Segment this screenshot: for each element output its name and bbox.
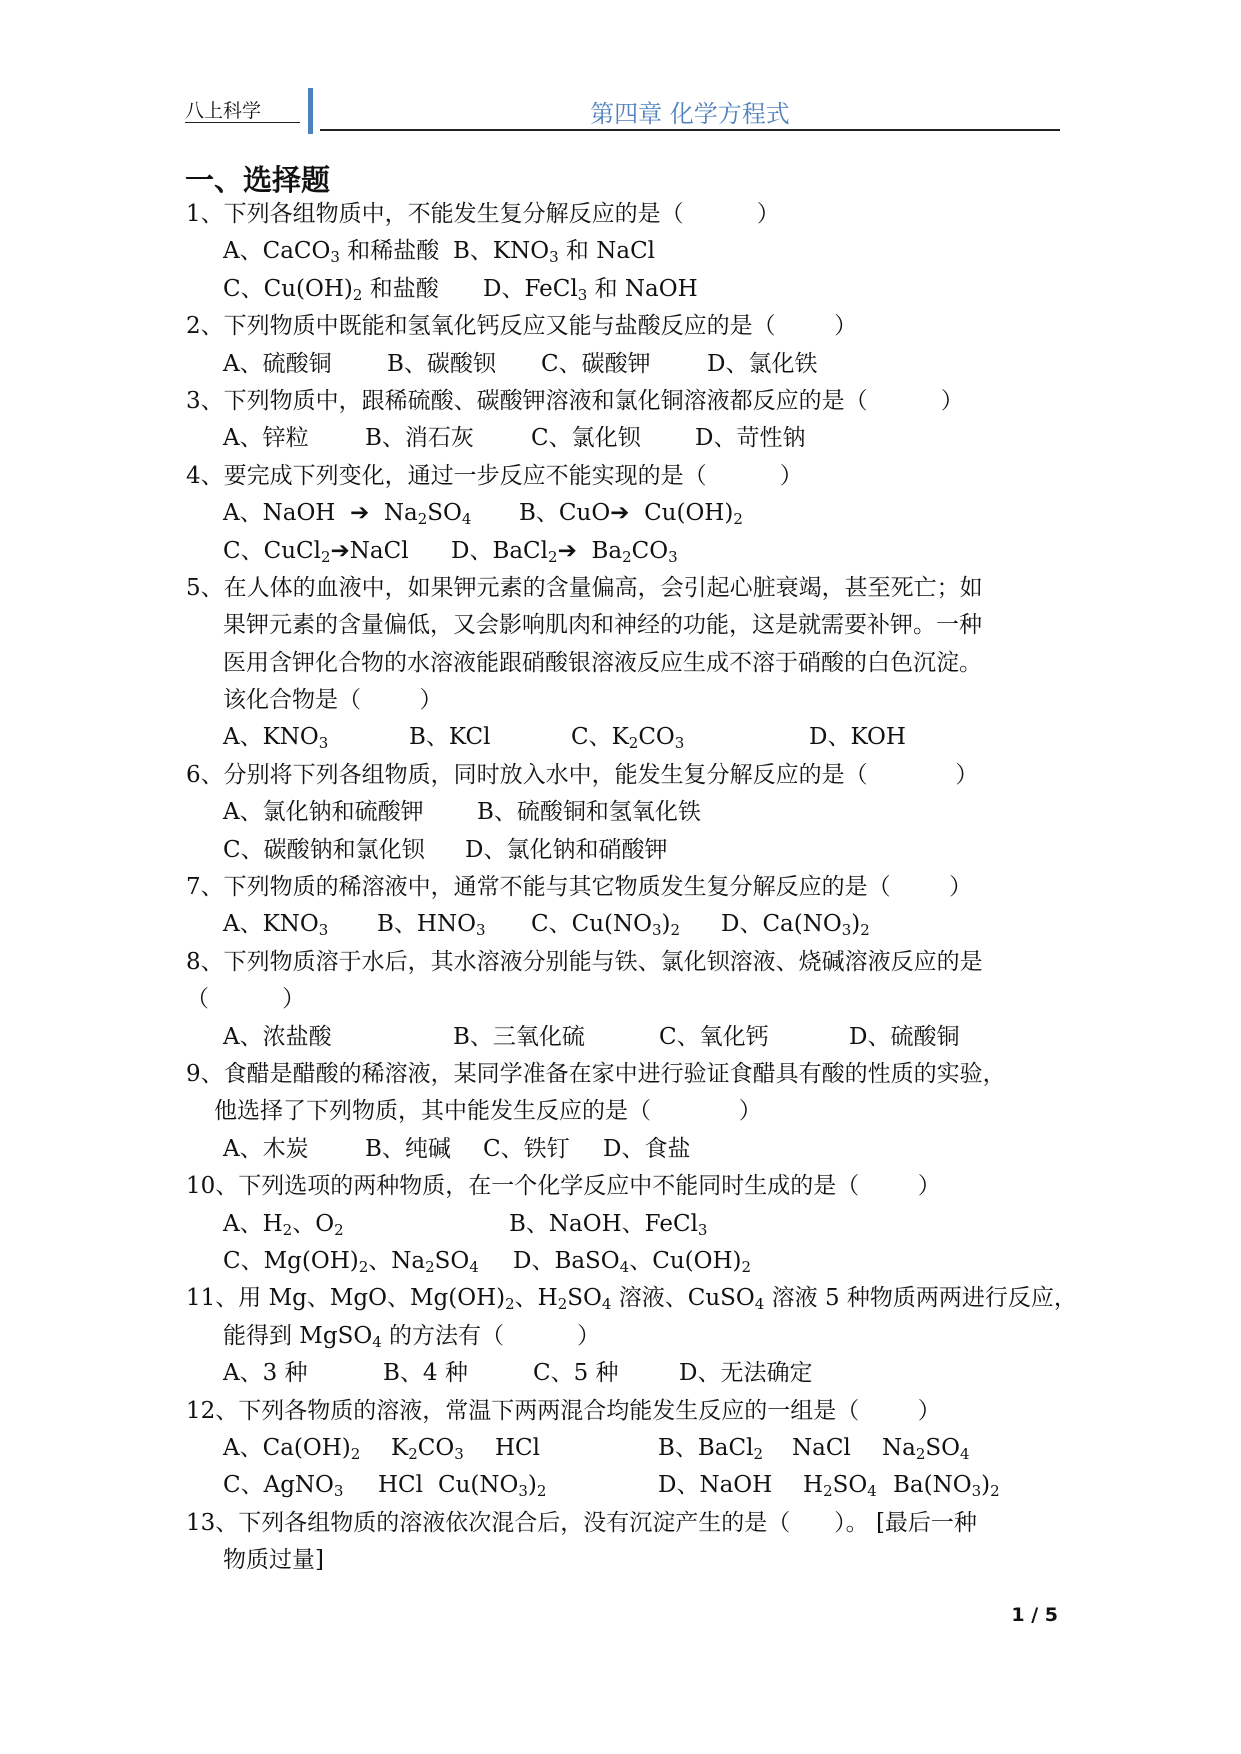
- option-choice: A、3 种: [223, 1360, 308, 1387]
- option-choice: A、木炭: [223, 1135, 309, 1162]
- section-title: 一、选择题: [185, 163, 331, 197]
- option-choice: C、$Mg(OH)_2$、$Na_2SO_4$: [223, 1247, 479, 1276]
- subscript: 3: [318, 734, 329, 753]
- options-line: [186, 1206, 1066, 1243]
- subscript: 2: [548, 547, 558, 566]
- option-choice: A、氯化钠和硫酸钾: [223, 799, 424, 826]
- subscript: 2: [753, 1444, 764, 1463]
- option-choice: D、BaCl$_2$➔ $Ba_2CO_3$: [451, 537, 678, 566]
- header-left-rule: [185, 122, 300, 123]
- options-line: [186, 1243, 1066, 1280]
- option-choice: C、氯化钡: [531, 425, 641, 452]
- question-line: 13、下列各组物质的溶液依次混合后，没有沉淀产生的是（ ）。 [最后一种: [186, 1509, 977, 1536]
- option-choice: NaCl: [792, 1434, 851, 1461]
- options-line: [186, 1019, 1066, 1056]
- options-line: [186, 495, 1066, 532]
- option-choice: $H_2SO_4$: [803, 1472, 877, 1501]
- subscript: 2: [860, 921, 870, 940]
- subscript: 2: [282, 1220, 293, 1239]
- subscript: 2: [417, 510, 428, 529]
- option-choice: A、锌粒: [223, 425, 309, 452]
- question-continuation: 医用含钾化合物的水溶液能跟硝酸银溶液反应生成不溶于硝酸的白色沉淀。: [223, 649, 982, 676]
- question-line: 7、下列物质的稀溶液中，通常不能与其它物质发生复分解反应的是（ ）: [186, 874, 973, 901]
- subscript: 2: [628, 734, 639, 753]
- option-choice: D、硫酸铜: [849, 1023, 960, 1050]
- subscript: 3: [668, 547, 678, 566]
- option-choice: $K_2CO_3$: [391, 1434, 464, 1463]
- subscript: 4: [867, 1482, 877, 1501]
- subscript: 4: [619, 1257, 630, 1276]
- option-choice: B、$KNO_3$ 和 NaCl: [453, 238, 656, 267]
- option-choice: B、NaOH、FeCl$_3$: [509, 1210, 708, 1239]
- option-choice: B、BaCl$_2$: [658, 1434, 764, 1463]
- page-number: 1 / 5: [1011, 1604, 1058, 1626]
- option-choice: B、纯碱: [365, 1135, 451, 1162]
- subscript: 2: [350, 1444, 361, 1463]
- subscript: 3: [454, 1444, 464, 1463]
- options-line: [186, 346, 1066, 383]
- option-choice: B、消石灰: [365, 425, 474, 452]
- options-line: [186, 533, 1066, 570]
- header-accent-bar: [308, 88, 313, 134]
- question-continuation: 物质过量]: [223, 1547, 324, 1574]
- option-choice: D、KOH: [809, 724, 906, 751]
- subscript: 2: [915, 1444, 926, 1463]
- question-continuation: 他选择了下列物质，其中能发生反应的是（ ）: [214, 1098, 762, 1125]
- question-continuation: 该化合物是（ ）: [223, 687, 443, 714]
- subscript: 2: [741, 1257, 752, 1276]
- option-choice: A、硫酸铜: [223, 350, 332, 377]
- options-line: [186, 1467, 1066, 1504]
- question-line: 3、下列物质中，跟稀硫酸、碳酸钾溶液和氯化铜溶液都反应的是（ ）: [186, 387, 964, 414]
- question-line: 6、分别将下列各组物质，同时放入水中，能发生复分解反应的是（ ）: [186, 761, 979, 788]
- question-line: 12、下列各物质的溶液，常温下两两混合均能发生反应的一组是（ ）: [186, 1397, 941, 1424]
- subscript: 2: [352, 285, 363, 304]
- option-choice: HCl: [495, 1434, 541, 1461]
- option-choice: D、无法确定: [679, 1360, 813, 1387]
- subscript: 2: [990, 1482, 1000, 1501]
- option-choice: C、$Cu(OH)_2$ 和盐酸: [223, 275, 439, 304]
- subscript: 2: [334, 1220, 344, 1239]
- subscript: 3: [651, 921, 662, 940]
- option-choice: D、BaSO$_4$、$Cu(OH)_2$: [513, 1247, 752, 1276]
- header-subject: 八上科学: [185, 100, 262, 122]
- option-choice: D、氯化钠和硝酸钾: [465, 836, 668, 863]
- subscript: 3: [333, 1482, 344, 1501]
- options-line: [186, 1131, 1066, 1168]
- subscript: 2: [557, 1295, 568, 1314]
- question-continuation: 果钾元素的含量偏低，又会影响肌肉和神经的功能，这是就需要补钾。一种: [223, 612, 982, 639]
- option-choice: C、$Cu(NO_3)_2$: [531, 911, 681, 940]
- subscript: 2: [823, 1482, 833, 1501]
- option-choice: HCl: [378, 1472, 424, 1499]
- option-choice: D、$Ca(NO_3)_2$: [721, 911, 870, 940]
- question-line: 5、在人体的血液中，如果钾元素的含量偏高，会引起心脏衰竭，甚至死亡；如: [186, 574, 983, 601]
- options-line: [186, 1430, 1066, 1467]
- question-line: 4、要完成下列变化，通过一步反应不能实现的是（ ）: [186, 462, 803, 489]
- subscript: 3: [318, 921, 329, 940]
- subscript: 3: [841, 921, 852, 940]
- option-choice: B、$HNO_3$: [377, 911, 486, 940]
- option-choice: D、氯化铁: [707, 350, 818, 377]
- subscript: 3: [674, 734, 685, 753]
- option-choice: A、NaOH ➔ $Na_2SO_4$: [223, 500, 472, 529]
- options-line: [186, 906, 1066, 943]
- option-choice: D、FeCl$_3$ 和 NaOH: [483, 275, 698, 304]
- options-line: [186, 271, 1066, 308]
- option-choice: B、KCl: [409, 724, 491, 751]
- option-choice: A、$KNO_3$: [223, 724, 329, 753]
- subscript: 2: [358, 1257, 369, 1276]
- subscript: 2: [622, 547, 632, 566]
- option-choice: B、硫酸铜和氢氧化铁: [477, 799, 701, 826]
- option-choice: A、浓盐酸: [223, 1023, 332, 1050]
- subscript: 4: [960, 1444, 970, 1463]
- subscript: 2: [320, 547, 331, 566]
- subscript: 2: [505, 1295, 515, 1314]
- subscript: 2: [536, 1482, 547, 1501]
- option-choice: C、5 种: [533, 1360, 619, 1387]
- option-choice: A、$KNO_3$: [223, 911, 329, 940]
- option-choice: $Na_2SO_4$: [882, 1434, 970, 1463]
- options-line: [186, 1355, 1066, 1392]
- header-right-rule: [320, 129, 1060, 131]
- subscript: 3: [475, 921, 486, 940]
- question-line: 10、下列选项的两种物质，在一个化学反应中不能同时生成的是（ ）: [186, 1173, 941, 1200]
- subscript: 3: [971, 1482, 982, 1501]
- question-line: 1、下列各组物质中，不能发生复分解反应的是（ ）: [186, 201, 780, 227]
- subscript: 4: [469, 1257, 479, 1276]
- option-choice: D、NaOH: [658, 1472, 773, 1499]
- option-choice: A、$H_2$、$O_2$: [223, 1210, 344, 1239]
- option-choice: C、$K_2CO_3$: [571, 724, 685, 753]
- option-choice: D、食盐: [603, 1135, 691, 1162]
- question-line: （ ）: [186, 986, 306, 1013]
- question-line: 2、下列物质中既能和氢氧化钙反应又能与盐酸反应的是（ ）: [186, 313, 858, 340]
- option-choice: $Cu(NO_3)_2$: [438, 1472, 547, 1501]
- question-line: 8、下列物质溶于水后，其水溶液分别能与铁、氯化钡溶液、烧碱溶液反应的是: [186, 948, 983, 975]
- subscript: 3: [549, 248, 559, 267]
- option-choice: B、碳酸钡: [387, 350, 496, 377]
- option-choice: C、碳酸钾: [541, 350, 651, 377]
- option-choice: C、氧化钙: [659, 1023, 769, 1050]
- option-choice: $Ba(NO_3)_2$: [893, 1472, 1000, 1501]
- options-line: [186, 794, 1066, 831]
- option-choice: C、碳酸钠和氯化钡: [223, 836, 425, 863]
- subscript: 4: [461, 510, 472, 529]
- subscript: 4: [372, 1332, 382, 1351]
- option-choice: B、CuO➔ $Cu(OH)_2$: [519, 500, 743, 529]
- question-continuation: 能得到 MgSO$_4$ 的方法有（ ）: [223, 1322, 601, 1351]
- subscript: 3: [577, 285, 588, 304]
- option-choice: C、AgNO$_3$: [223, 1472, 344, 1501]
- subscript: 2: [670, 921, 681, 940]
- subscript: 3: [697, 1220, 708, 1239]
- subscript: 4: [754, 1295, 765, 1314]
- subscript: 3: [330, 248, 340, 267]
- options-line: [186, 719, 1066, 756]
- option-choice: C、铁钉: [483, 1135, 570, 1162]
- option-choice: C、CuCl$_2$➔NaCl: [223, 537, 409, 566]
- options-line: [186, 233, 1066, 270]
- options-line: [186, 832, 1066, 869]
- question-list: [186, 196, 1077, 1579]
- option-choice: A、$Ca(OH)_2$: [223, 1434, 361, 1463]
- subscript: 2: [425, 1257, 435, 1276]
- subscript: 4: [601, 1295, 612, 1314]
- subscript: 2: [408, 1444, 418, 1463]
- option-choice: B、三氧化硫: [453, 1023, 585, 1050]
- option-choice: A、CaCO$_3$ 和稀盐酸: [223, 238, 440, 267]
- header-chapter-title: 第四章 化学方程式: [590, 100, 790, 128]
- subscript: 2: [733, 510, 743, 529]
- question-line: 11、用 Mg、MgO、$Mg(OH)_2$、$H_2SO_4$ 溶液、CuSO$_4$ 溶液 5 种物质两两进行反应，: [186, 1285, 1077, 1314]
- subscript: 3: [518, 1482, 528, 1501]
- options-line: [186, 420, 1066, 457]
- option-choice: B、4 种: [383, 1360, 468, 1387]
- option-choice: D、苛性钠: [695, 425, 806, 452]
- question-line: 9、食醋是醋酸的稀溶液，某同学准备在家中进行验证食醋具有酸的性质的实验，: [186, 1060, 1006, 1087]
